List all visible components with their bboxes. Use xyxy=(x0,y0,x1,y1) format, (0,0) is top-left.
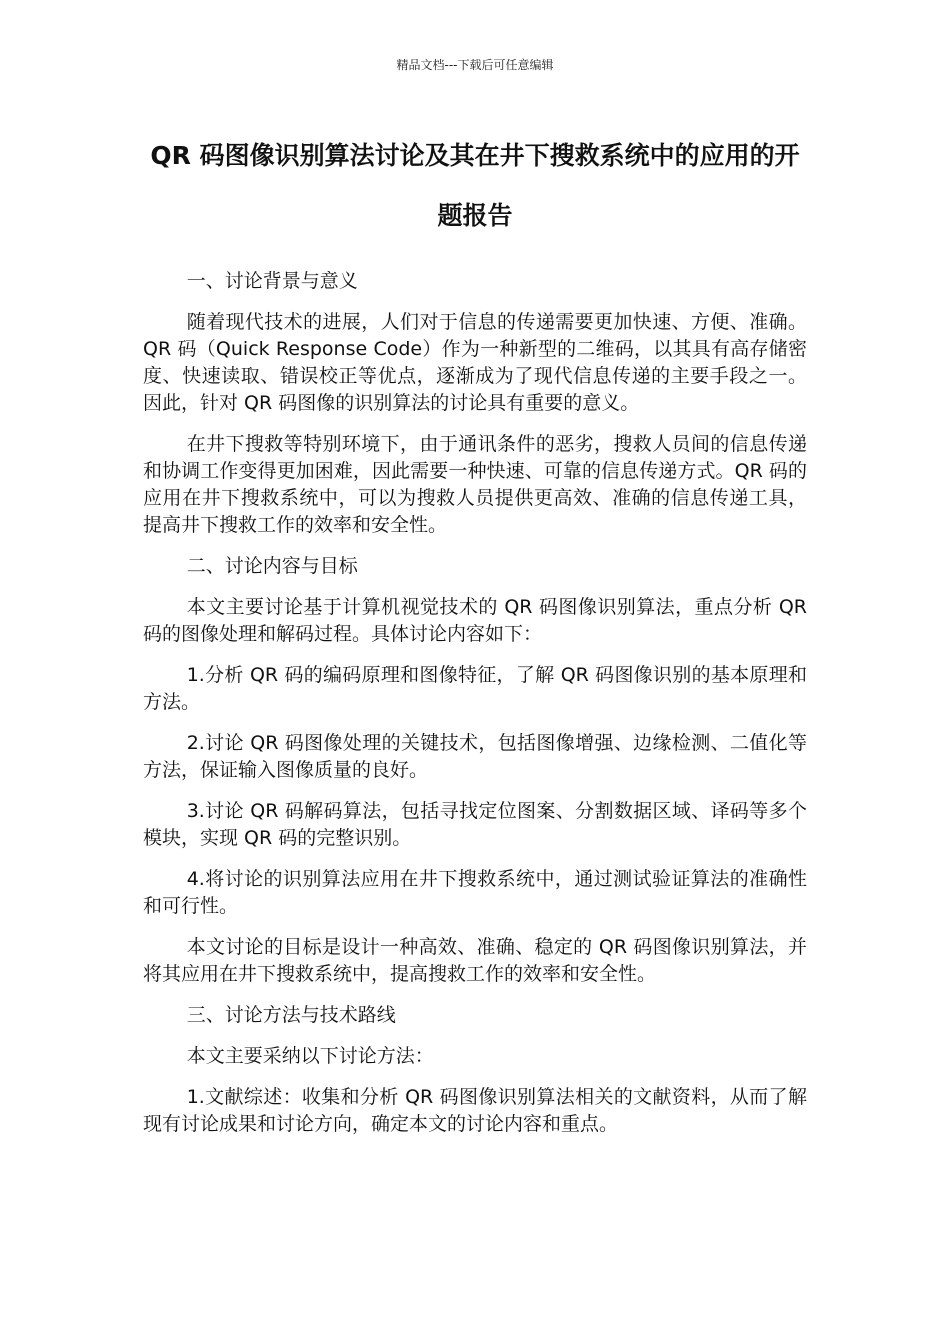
list-item: 2.讨论 QR 码图像处理的关键技术，包括图像增强、边缘检测、二值化等方法，保证输入图像质量的良好。 xyxy=(143,732,807,781)
document-body xyxy=(143,268,807,1152)
section-heading-background: 一、讨论背景与意义 xyxy=(186,270,358,292)
section-heading-content: 二、讨论内容与目标 xyxy=(186,555,358,577)
document-title: QR 码图像识别算法讨论及其在井下搜救系统中的应用的开题报告 xyxy=(150,141,800,230)
list-item: 4.将讨论的识别算法应用在井下搜救系统中，通过测试验证算法的准确性和可行性。 xyxy=(143,868,807,917)
paragraph: 本文主要采纳以下讨论方法： xyxy=(186,1045,434,1067)
header-note: 精品文档---下载后可任意编辑 xyxy=(396,58,554,72)
paragraph: 本文讨论的目标是设计一种高效、准确、稳定的 QR 码图像识别算法，并将其应用在井下搜救系统中，提高搜救工作的效率和安全性。 xyxy=(143,936,807,985)
paragraph: 本文主要讨论基于计算机视觉技术的 QR 码图像识别算法，重点分析 QR 码的图像处理和解码过程。具体讨论内容如下： xyxy=(143,596,807,645)
paragraph: 随着现代技术的进展，人们对于信息的传递需要更加快速、方便、准确。QR 码（Quick Response Code）作为一种新型的二维码，以其具有高存储密度、快速读取、错误校正等优点，逐渐成为了现代信息传递的主要手段之一。因此，针对 QR 码图像的识别算法的讨论具有重要的意义。 xyxy=(143,311,807,414)
list-item: 3.讨论 QR 码解码算法，包括寻找定位图案、分割数据区域、译码等多个模块，实现 QR 码的完整识别。 xyxy=(143,800,807,849)
list-item: 1.文献综述：收集和分析 QR 码图像识别算法相关的文献资料，从而了解现有讨论成果和讨论方向，确定本文的讨论内容和重点。 xyxy=(143,1086,807,1135)
section-heading-methods: 三、讨论方法与技术路线 xyxy=(186,1004,396,1026)
paragraph: 在井下搜救等特别环境下，由于通讯条件的恶劣，搜救人员间的信息传递和协调工作变得更加困难，因此需要一种快速、可靠的信息传递方式。QR 码的应用在井下搜救系统中，可以为搜救人员提供更高效、准确的信息传递工具，提高井下搜救工作的效率和安全性。 xyxy=(143,433,807,536)
list-item: 1.分析 QR 码的编码原理和图像特征，了解 QR 码图像识别的基本原理和方法。 xyxy=(143,664,807,713)
